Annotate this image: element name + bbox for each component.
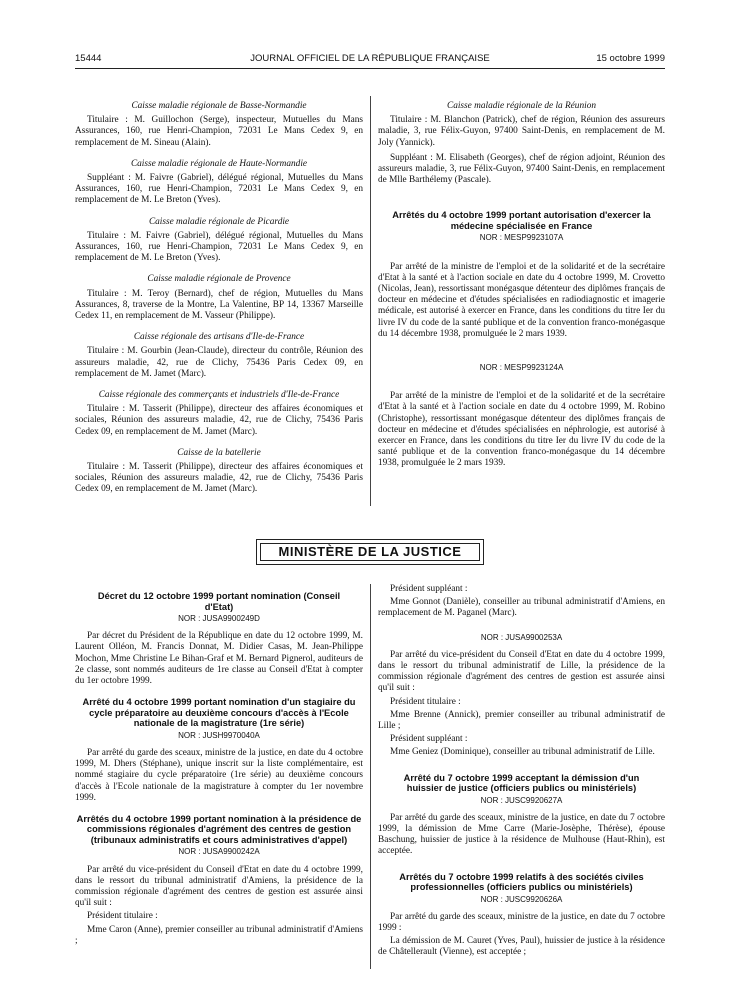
bottom-right-column — [378, 584, 665, 959]
section-block — [75, 448, 363, 496]
section-block — [75, 274, 363, 322]
paragraph: Mme Geniez (Dominique), conseiller au tribunal administratif de Lille. — [390, 747, 655, 758]
section-title: Caisse régionale des commerçants et industriels d'Ile-de-France — [98, 390, 340, 401]
nor-reference: NOR : JUSA9900242A — [178, 847, 260, 857]
section-block — [75, 390, 363, 438]
paragraph: Suppléant : M. Faivre (Gabriel), délégué régional, Mutuelles du Mans Assurances, 160, rue Henri-Champion, 72031 Le Mans Cedex 9, en remplacement de M. Le Breton (Yves). — [75, 173, 363, 206]
ministry-banner — [256, 539, 484, 565]
decree-heading: Décret du 12 octobre 1999 portant nomination (Conseil d'Etat) — [97, 591, 341, 612]
page-header — [75, 53, 665, 67]
nor-reference: NOR : JUSC9920626A — [480, 894, 563, 904]
section-title: Caisse maladie régionale de la Réunion — [447, 101, 596, 111]
column-divider — [370, 96, 371, 506]
section-title: Caisse de la batellerie — [177, 447, 261, 458]
section-block — [75, 101, 363, 149]
nor-reference: NOR : MESP9923124A — [479, 363, 564, 373]
nor-reference: NOR : JUSA9900253A — [480, 632, 563, 642]
arrete-heading: Arrêtés du 4 octobre 1999 portant autorisation d'exercer la médecine spécialisée en France — [392, 210, 651, 231]
section-title: Caisse maladie régionale de Basse-Normandie — [131, 101, 307, 111]
page-number: 15444 — [75, 53, 102, 64]
arrete-heading: Arrêtés du 4 octobre 1999 portant nomination à la présidence de commissions régionales d'agrément des centres de gestion (tribunaux administratifs et cours administratives d'appel) — [76, 813, 362, 845]
section-title: Caisse régionale des artisans d'Ile-de-France — [133, 332, 305, 343]
section-block — [75, 217, 363, 265]
paragraph: Titulaire : M. Guillochon (Serge), inspecteur, Mutuelles du Mans Assurances, 160, rue Henri-Champion, 72031 Le Mans Cedex 9, en remplacement de M. Sineau (Alain). — [75, 115, 363, 148]
paragraph: Par arrêté du garde des sceaux, ministre de la justice, en date du 7 octobre 1999 : — [378, 911, 665, 934]
paragraph: Président titulaire : — [87, 911, 158, 922]
paragraph: Par arrêté du garde des sceaux, ministre de la justice, en date du 4 octobre 1999, M. Dhers (Stéphane), unique inscrit sur la liste complémentaire, est nommé stagiaire du cycle préparatoire (1re série) au deuxième concours d'accès à l'Ecole nationale de la magistrature à compter du 1er novembre 1999. — [75, 747, 363, 803]
paragraph: Titulaire : M. Tasserit (Philippe), directeur des affaires économiques et sociales, Réunion des assureurs maladie, 42, rue de Clichy, 75436 Paris Cedex 09, en remplacement de M. Jamet (Marc). — [75, 462, 363, 495]
arrete-heading: Arrêtés du 7 octobre 1999 relatifs à des sociétés civiles professionnelles (officiers publics ou ministériels) — [399, 871, 644, 893]
top-left-column — [75, 101, 363, 506]
paragraph: Président suppléant : — [390, 734, 468, 745]
bottom-left-column — [75, 591, 363, 947]
paragraph: Titulaire : M. Faivre (Gabriel), délégué régional, Mutuelles du Mans Assurances, 160, rue Henri-Champion, 72031 Le Mans Cedex 9, en remplacement de M. Le Breton (Yves). — [75, 230, 363, 264]
paragraph: Par arrêté de la ministre de l'emploi et de la solidarité et de la secrétaire d'Etat à la santé et à l'action sociale en date du 4 octobre 1999, M. Robino (Christophe), ressortissant monégasque détenteur des diplômes français de docteur en médecine et d'études spécialisées en néphrologie, est autorisé à exercer en France, dans les conditions du titre Ier du livre IV du code de la santé publique et de la convention franco-monégasque du 14 décembre 1938, promulguée le 2 mars 1939. — [378, 391, 665, 469]
nor-reference: NOR : JUSH9970040A — [178, 730, 260, 740]
ministry-title: MINISTÈRE DE LA JUSTICE — [260, 543, 480, 561]
paragraph: Président titulaire : — [390, 696, 461, 707]
section-title: Caisse maladie régionale de Provence — [147, 274, 291, 285]
paragraph: Mme Gonnot (Danièle), conseiller au tribunal administratif d'Amiens, en remplacement de M. Paganel (Marc). — [378, 597, 665, 619]
section-title: Caisse maladie régionale de Picardie — [148, 216, 290, 227]
header-rule — [75, 68, 665, 69]
paragraph: Par arrêté du vice-président du Conseil d'Etat en date du 4 octobre 1999, dans le ressort du tribunal administratif de Lille, la présidence de la commission régionale d'agrément des centres de gestion est assurée ainsi qu'il suit : — [378, 649, 665, 694]
paragraph: Président suppléant : — [390, 584, 468, 594]
paragraph: Par arrêté du vice-président du Conseil d'Etat en date du 4 octobre 1999, dans le ressort du tribunal administratif d'Amiens, la présidence de la commission régionale d'agrément des centres de gestion est assurée ainsi qu'il suit : — [75, 864, 363, 909]
top-right-column — [378, 101, 665, 480]
arrete-heading: Arrêté du 4 octobre 1999 portant nomination d'un stagiaire du cycle préparatoire au deuxième concours d'accès à l'Ecole nationale de la magistrature (1re série) — [82, 697, 356, 729]
arrete-heading: Arrêté du 7 octobre 1999 acceptant la démission d'un huissier de justice (officiers publics ou ministériels) — [403, 772, 640, 794]
paragraph: Mme Caron (Anne), premier conseiller au tribunal administratif d'Amiens ; — [75, 924, 363, 946]
section-title: Caisse maladie régionale de Haute-Normandie — [130, 158, 308, 169]
paragraph: Titulaire : M. Blanchon (Patrick), chef de région, Réunion des assureurs maladie, 3, rue Félix-Guyon, 97400 Saint-Denis, en remplacement de M. Joly (Yannick). — [378, 115, 665, 148]
paragraph: Mme Brenne (Annick), premier conseiller au tribunal administratif de Lille ; — [378, 709, 665, 732]
paragraph: Par décret du Président de la République en date du 12 octobre 1999, M. Laurent Olléon, M. Francis Donnat, M. Didier Casas, M. Jean-Philippe Mochon, Mme Christine Le Bihan-Graf et M. Bernard Pignerol, auditeurs de 2e classe, sont nommés auditeurs de 1re classe au Conseil d'Etat à compter du 1er octobre 1999. — [75, 631, 363, 687]
nor-reference: NOR : JUSA9900249D — [178, 614, 260, 623]
paragraph: Titulaire : M. Tasserit (Philippe), directeur des affaires économiques et sociales, Réunion des assureurs maladie, 42, rue de Clichy, 75436 Paris Cedex 09, en remplacement de M. Jamet (Marc). — [75, 404, 363, 437]
paragraph: Titulaire : M. Teroy (Bernard), chef de région, Mutuelles du Mans Assurances, 8, traverse de la Montre, La Valentine, BP 14, 13367 Marseille Cedex 11, en remplacement de M. Vasseur (Philippe). — [75, 288, 363, 322]
section-block — [75, 332, 363, 380]
paragraph: Par arrêté du garde des sceaux, ministre de la justice, en date du 7 octobre 1999, la démission de Mme Carre (Marie-Josèphe, Thérèse), épouse Baschung, huissier de justice à la résidence de Mulhouse (Haut-Rhin), est acceptée. — [378, 812, 665, 857]
nor-reference: NOR : MESP9923107A — [479, 233, 564, 243]
journal-title: JOURNAL OFFICIEL DE LA RÉPUBLIQUE FRANÇAISE — [250, 53, 490, 64]
paragraph: Suppléant : M. Elisabeth (Georges), chef de région adjoint, Réunion des assureurs maladie, 3, rue Félix-Guyon, 97400 Saint-Denis, en remplacement de Mlle Barthélemy (Pascale). — [378, 152, 665, 186]
nor-reference: NOR : JUSC9920627A — [480, 795, 563, 805]
section-block — [75, 159, 363, 207]
paragraph: La démission de M. Cauret (Yves, Paul), huissier de justice à la résidence de Châtellerault (Vienne), est acceptée ; — [378, 936, 665, 958]
paragraph: Par arrêté de la ministre de l'emploi et de la solidarité et de la secrétaire d'Etat à la santé et à l'action sociale en date du 4 octobre 1999, M. Crovetto (Nicolas, Jean), ressortissant monégasque détenteur des diplômes français de docteur en médecine et d'études spécialisées en radiodiagnostic et imagerie médicale, est autorisé à exercer en France, dans les conditions du titre Ier du livre IV du code de la santé publique et de la convention franco-monégasque du 14 décembre 1938, promulguée le 2 mars 1939. — [378, 261, 665, 339]
paragraph: Titulaire : M. Gourbin (Jean-Claude), directeur du contrôle, Réunion des assureurs maladie, 42, rue de Clichy, 75436 Paris Cedex 09, en remplacement de M. Jamet (Marc). — [75, 346, 363, 379]
column-divider — [370, 584, 371, 969]
issue-date: 15 octobre 1999 — [596, 53, 665, 64]
